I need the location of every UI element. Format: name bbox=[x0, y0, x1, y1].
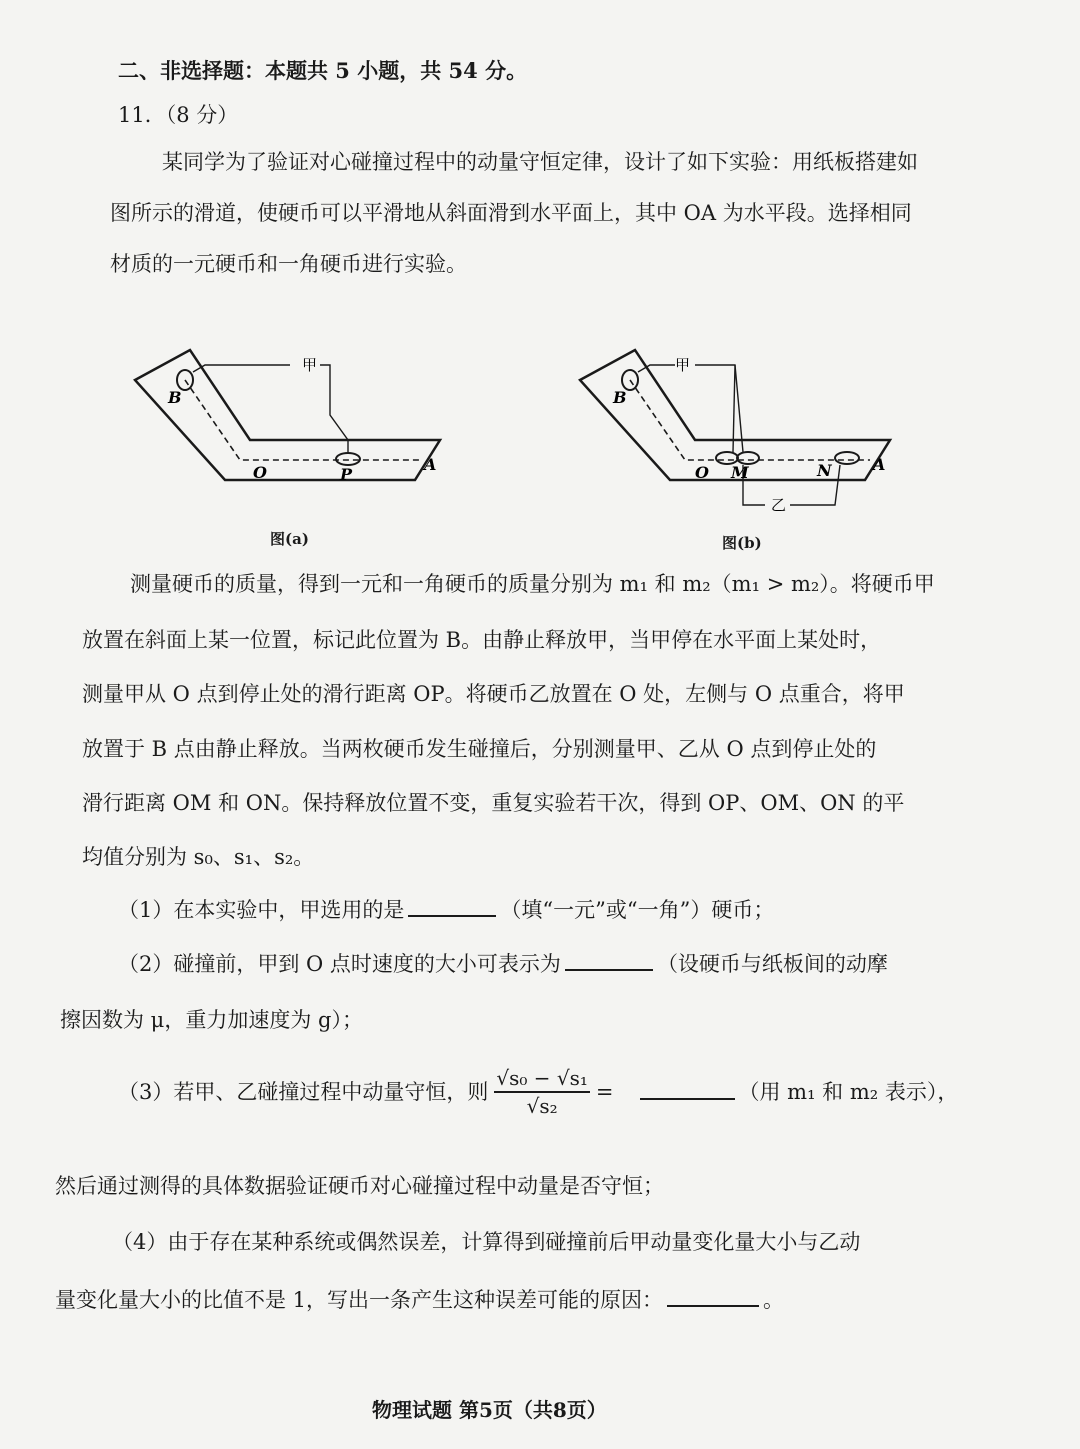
slide-path-a bbox=[185, 380, 420, 460]
label-jia-a: 甲 bbox=[302, 356, 318, 374]
label-N-b: N bbox=[817, 461, 832, 480]
q3-equals: = bbox=[595, 1079, 614, 1104]
question-1 bbox=[118, 900, 774, 921]
q3-prefix: （3）若甲、乙碰撞过程中动量守恒，则 bbox=[118, 1079, 489, 1104]
label-O-b: O bbox=[695, 463, 709, 482]
label-jia-b: 甲 bbox=[675, 356, 691, 374]
figure-b-caption: 图(b) bbox=[722, 534, 762, 552]
question-4-line-1: （4）由于存在某种系统或偶然误差，计算得到碰撞前后甲动量变化量大小与乙动 bbox=[112, 1230, 861, 1254]
label-A-b: A bbox=[873, 455, 886, 474]
slide-path-b bbox=[630, 380, 870, 460]
label-B-a: B bbox=[168, 388, 182, 407]
body-line-1: 测量硬币的质量，得到一元和一角硬币的质量分别为 m₁ 和 m₂（m₁ > m₂）。将硬币甲 bbox=[130, 572, 935, 596]
q4-answer-blank[interactable] bbox=[667, 1291, 759, 1307]
q2-suffix: （设硬币与纸板间的动摩 bbox=[656, 952, 888, 976]
body-line-4: 放置于 B 点由静止释放。当两枚硬币发生碰撞后，分别测量甲、乙从 O 点到停止处的 bbox=[82, 737, 877, 761]
q3-fraction bbox=[494, 1068, 590, 1116]
question-2 bbox=[118, 954, 888, 975]
figure-a-caption: 图(a) bbox=[270, 530, 309, 548]
page-footer: 物理试题 第5页（共8页） bbox=[372, 1398, 607, 1422]
label-A-a: A bbox=[424, 455, 437, 474]
intro-line-1: 某同学为了验证对心碰撞过程中的动量守恒定律，设计了如下实验：用纸板搭建如 bbox=[162, 150, 918, 174]
q4-prefix: 量变化量大小的比值不是 1，写出一条产生这种误差可能的原因： bbox=[55, 1288, 664, 1312]
label-M-b: M bbox=[731, 463, 749, 482]
label-O-a: O bbox=[253, 463, 267, 482]
body-line-5: 滑行距离 OM 和 ON。保持释放位置不变，重复实验若干次，得到 OP、OM、ON 的平 bbox=[82, 791, 905, 815]
q3-numerator: √s₀ − √s₁ bbox=[496, 1066, 588, 1090]
intro-line-3: 材质的一元硬币和一角硬币进行实验。 bbox=[110, 252, 467, 276]
q2-answer-blank[interactable] bbox=[565, 955, 653, 971]
leader-jia-b bbox=[638, 365, 675, 372]
label-yi-b: 乙 bbox=[771, 496, 787, 514]
q2-prefix: （2）碰撞前，甲到 O 点时速度的大小可表示为 bbox=[118, 952, 561, 976]
question-3 bbox=[118, 1068, 958, 1116]
coin-yi-stop-b bbox=[835, 452, 859, 464]
q1-prefix: （1）在本实验中，甲选用的是 bbox=[118, 898, 405, 922]
q2-continuation: 擦因数为 μ，重力加速度为 g）； bbox=[60, 1008, 363, 1032]
q3-suffix: （用 m₁ 和 m₂ 表示）， bbox=[738, 1079, 959, 1104]
figure-a bbox=[130, 345, 460, 495]
q3-continuation: 然后通过测得的具体数据验证硬币对心碰撞过程中动量是否守恒； bbox=[55, 1174, 664, 1198]
intro-line-2: 图所示的滑道，使硬币可以平滑地从斜面滑到水平面上，其中 OA 为水平段。选择相同 bbox=[110, 201, 912, 225]
body-line-2: 放置在斜面上某一位置，标记此位置为 B。由静止释放甲，当甲停在水平面上某处时， bbox=[82, 628, 882, 652]
q1-suffix: （填“一元”或“一角”）硬币； bbox=[500, 898, 775, 922]
section-heading: 二、非选择题：本题共 5 小题，共 54 分。 bbox=[118, 58, 528, 83]
q3-denominator: √s₂ bbox=[526, 1094, 558, 1118]
body-line-6: 均值分别为 s₀、s₁、s₂。 bbox=[82, 845, 315, 869]
coin-jia-stop-a bbox=[336, 453, 360, 465]
q1-answer-blank[interactable] bbox=[408, 901, 496, 917]
figure-b bbox=[575, 345, 905, 515]
body-line-3: 测量甲从 O 点到停止处的滑行距离 OP。将硬币乙放置在 O 处，左侧与 O 点重合，将甲 bbox=[82, 682, 905, 706]
label-B-b: B bbox=[613, 388, 627, 407]
q3-fraction-bar bbox=[494, 1091, 590, 1093]
label-P-a: P bbox=[340, 465, 353, 484]
leader-jia-a bbox=[193, 365, 290, 372]
leader-yi-b2 bbox=[790, 465, 840, 505]
q4-suffix: 。 bbox=[763, 1288, 785, 1312]
question-number: 11．（8 分） bbox=[118, 103, 239, 127]
question-4-line-2 bbox=[55, 1290, 784, 1311]
q3-answer-blank[interactable] bbox=[640, 1084, 735, 1100]
